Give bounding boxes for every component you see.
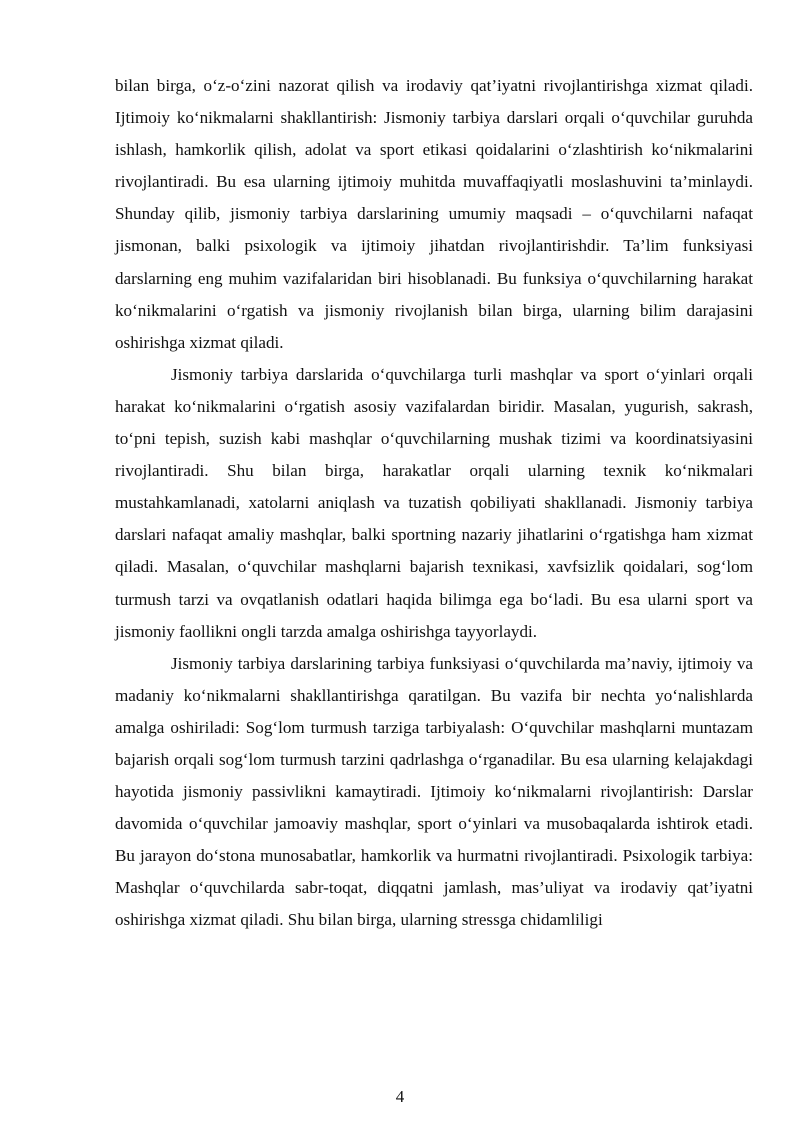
page-number: 4 [395, 1087, 405, 1106]
paragraph-2: Jismoniy tarbiya darslarida o‘quvchilarga turli mashqlar va sport o‘yinlari orqali harakat ko‘nikmalarini o‘rgatish asosiy vazifalardan biridir. Masalan, yugurish, sakrash, to‘pni tepish, suzish kabi mashqlar o‘quvchilarning mushak tizimi va koordinatsiyasini rivojlantiradi. Shu bilan birga, harakatlar orqali ularning texnik ko‘nikmalari mustahkamlanadi, xatolarni aniqlash va tuzatish qobiliyati shakllanadi. Jismoniy tarbiya darslari nafaqat amaliy mashqlar, balki sportning nazariy jihatlarini o‘rgatishga ham xizmat qiladi. Masalan, o‘quvchilar mashqlarni bajarish texnikasi, xavfsizlik qoidalari, sog‘lom turmush tarzi va ovqatlanish odatlari haqida bilimga ega bo‘ladi. Bu esa ularni sport va jismoniy faollikni ongli tarzda amalga oshirishga tayyorlaydi. [115, 364, 753, 641]
paragraph-1: bilan birga, o‘z-o‘zini nazorat qilish va irodaviy qat’iyatni rivojlantirishga xizmat qiladi. Ijtimoiy ko‘nikmalarni shakllantirish: Jismoniy tarbiya darslari orqali o‘quvchilar guruhda ishlash, hamkorlik qilish, adolat va sport etikasi qoidalarini o‘zlashtirish ko‘nikmalarini rivojlantiradi. Bu esa ularning ijtimoiy muhitda muvaffaqiyatli moslashuvini ta’minlaydi. Shunday qilib, jismoniy tarbiya darslarining umumiy maqsadi – o‘quvchilarni nafaqat jismonan, balki psixologik va ijtimoiy jihatdan rivojlantirishdir. Ta’lim funksiyasi darslarning eng muhim vazifalaridan biri hisoblanadi. Bu funksiya o‘quvchilarning harakat ko‘nikmalarini o‘rgatish va jismoniy rivojlanish bilan birga, ularning bilim darajasini oshirishga xizmat qiladi. [115, 76, 753, 352]
paragraph-3: Jismoniy tarbiya darslarining tarbiya funksiyasi o‘quvchilarda ma’naviy, ijtimoiy va madaniy ko‘nikmalarni shakllantirishga qaratilgan. Bu vazifa bir nechta yo‘nalishlarda amalga oshiriladi: Sog‘lom turmush tarziga tarbiyalash: O‘quvchilar mashqlarni muntazam bajarish orqali sog‘lom turmush tarzini qadrlashga o‘rganadilar. Bu esa ularning kelajakdagi hayotida jismoniy passivlikni kamaytiradi. Ijtimoiy ko‘nikmalarni rivojlantirish: Darslar davomida o‘quvchilar jamoaviy mashqlar, sport o‘yinlari va musobaqalarda ishtirok etadi. Bu jarayon do‘stona munosabatlar, hamkorlik va hurmatni rivojlantiradi. Psixologik tarbiya: Mashqlar o‘quvchilarda sabr-toqat, diqqatni jamlash, mas’uliyat va irodaviy qat’iyatni oshirishga xizmat qiladi. Shu bilan birga, ularning stressga chidamliligi [115, 653, 753, 930]
body-text [115, 70, 753, 937]
